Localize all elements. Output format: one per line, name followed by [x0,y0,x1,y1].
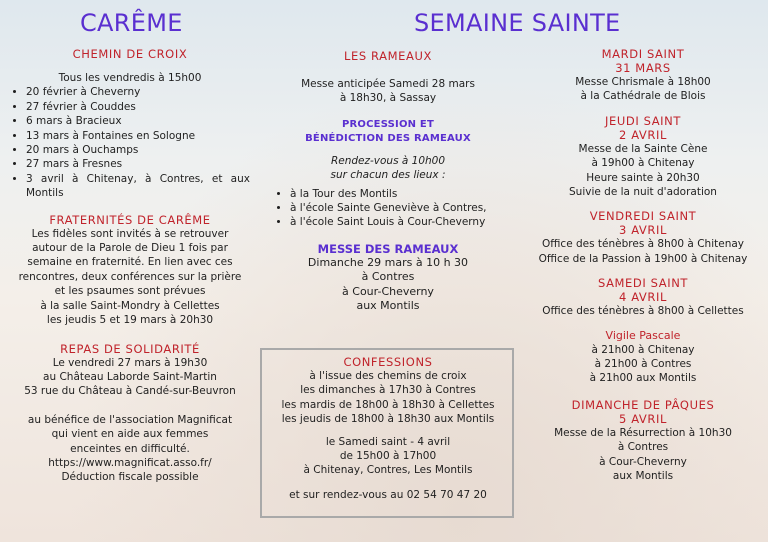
title-semaine-sainte: SEMAINE SAINTE [414,9,621,37]
text-line: semaine en fraternité. En lien avec ces [27,256,233,269]
text-line: à 18h30, à Sassay [339,92,437,105]
text-line: Les fidèles sont invités à se retrouver [31,227,229,240]
list-item: • à l'école Saint Louis à Cour-Cheverny [290,215,514,229]
text-line: rencontres, deux conférences sur la prière [18,270,242,283]
text-line: Déduction fiscale possible [61,471,199,484]
list-item: • à l'école Sainte Geneviève à Contres, [290,201,514,215]
contact-phone-line: et sur rendez-vous au 02 54 70 47 20 [289,488,487,501]
heading-procession: PROCESSION ET [342,118,434,130]
text-line: au bénéfice de l'association Magnificat [27,413,233,426]
text-line: Office de la Passion à 19h00 à Chitenay [538,252,748,265]
text-line: Messe de la Résurrection à 10h30 [554,426,732,439]
chemin-intro: Tous les vendredis à 15h00 [58,72,202,84]
date-samedi-saint: 4 AVRIL [619,290,667,305]
text-line: à 21h00 aux Montils [589,372,697,385]
heading-procession: BÉNÉDICTION DES RAMEAUX [305,132,471,144]
column-careme [10,47,250,485]
procession-list [262,187,514,230]
heading-mardi-saint: MARDI SAINT [601,47,685,61]
text-line: sur chacun des lieux : [330,169,446,182]
heading-dimanche-paques: DIMANCHE DE PÂQUES [571,397,715,412]
text-line: qui vient en aide aux femmes [51,428,209,441]
heading-samedi-saint: SAMEDI SAINT [597,276,689,291]
list-item: • 3 avril à Chitenay, à Contres, et aux Montils [26,172,250,201]
text-line: à Contres [617,441,669,454]
heading-vendredi-saint: VENDREDI SAINT [589,209,697,224]
text-line: à 21h00 à Chitenay [591,343,695,356]
text-line: Dimanche 29 mars à 10 h 30 [307,255,469,269]
heading-confessions: CONFESSIONS [343,355,433,369]
text-line: Office des ténèbres à 8h00 à Cellettes [542,305,744,318]
text-line: et les psaumes sont prévues [54,285,206,298]
list-item: • 20 mars à Ouchamps [26,143,250,157]
column-days [520,47,766,484]
heading-jeudi-saint: JEUDI SAINT [605,113,681,128]
text-line: les jeudis 5 et 19 mars à 20h30 [46,314,214,327]
text-line: au Château Laborde Saint-Martin [43,370,217,383]
text-line: à Cour-Cheverny [342,284,434,298]
text-line: Rendez-vous à 10h00 [330,154,446,167]
heading-vigile-pascale: Vigile Pascale [605,328,681,342]
column-semaine-sainte [262,49,514,313]
heading-chemin-de-croix: CHEMIN DE CROIX [72,47,188,61]
text-line: à la salle Saint-Mondry à Cellettes [40,299,220,312]
list-item: • à la Tour des Montils [290,187,514,201]
text-line: de 15h00 à 17h00 [339,450,437,463]
confessions-content [262,355,514,502]
date-jeudi-saint: 2 AVRIL [619,127,667,142]
list-item: • 20 février à Cheverny [26,85,250,99]
list-item: • 27 février à Couddes [26,100,250,114]
text-line: aux Montils [612,470,674,483]
list-item: • 13 mars à Fontaines en Sologne [26,129,250,143]
text-line: 53 rue du Château à Candé-sur-Beuvron [24,385,236,398]
text-line: à 19h00 à Chitenay [591,157,695,170]
heading-fraternites: FRATERNITÉS DE CARÊME [49,212,211,227]
text-line: Suivie de la nuit d'adoration [569,186,717,199]
text-line: les mardis de 18h00 à 18h30 à Cellettes [281,398,495,411]
chemin-list [10,85,250,200]
text-line: Messe Chrismale à 18h00 [575,76,711,88]
text-line: à Contres [361,270,415,284]
text-line: autour de la Parole de Dieu 1 fois par [32,242,228,255]
heading-repas-solidarite: REPAS DE SOLIDARITÉ [60,341,200,356]
date-mardi-saint: 31 MARS [615,61,671,75]
magnificat-url: https://www.magnificat.asso.fr/ [48,456,212,469]
text-line: Messe anticipée Samedi 28 mars [301,78,475,90]
text-line: à Chitenay, Contres, Les Montils [303,464,473,477]
text-line: les dimanches à 17h30 à Contres [300,384,476,397]
text-line: Heure sainte à 20h30 [586,171,700,184]
text-line: aux Montils [356,299,420,313]
title-careme: CARÊME [80,9,183,37]
text-line: à la Cathédrale de Blois [580,90,706,103]
text-line: à l'issue des chemins de croix [309,370,467,382]
text-line: Le vendredi 27 mars à 19h30 [52,356,208,369]
text-line: à 21h00 à Contres [594,358,692,371]
date-vendredi-saint: 3 AVRIL [619,223,667,238]
text-line: les jeudis de 18h00 à 18h30 aux Montils [281,413,495,426]
text-line: Messe de la Sainte Cène [578,142,708,155]
list-item: • 27 mars à Fresnes [26,157,250,171]
date-dimanche-paques: 5 AVRIL [619,411,667,426]
heading-messe-des-rameaux: MESSE DES RAMEAUX [317,241,459,256]
text-line: le Samedi saint - 4 avril [325,435,451,448]
text-line: enceintes en difficulté. [70,442,190,455]
text-line: à Cour-Cheverny [599,455,687,468]
text-line: Office des ténèbres à 8h00 à Chitenay [542,238,744,251]
heading-les-rameaux: LES RAMEAUX [344,49,432,63]
list-item: • 6 mars à Bracieux [26,114,250,128]
